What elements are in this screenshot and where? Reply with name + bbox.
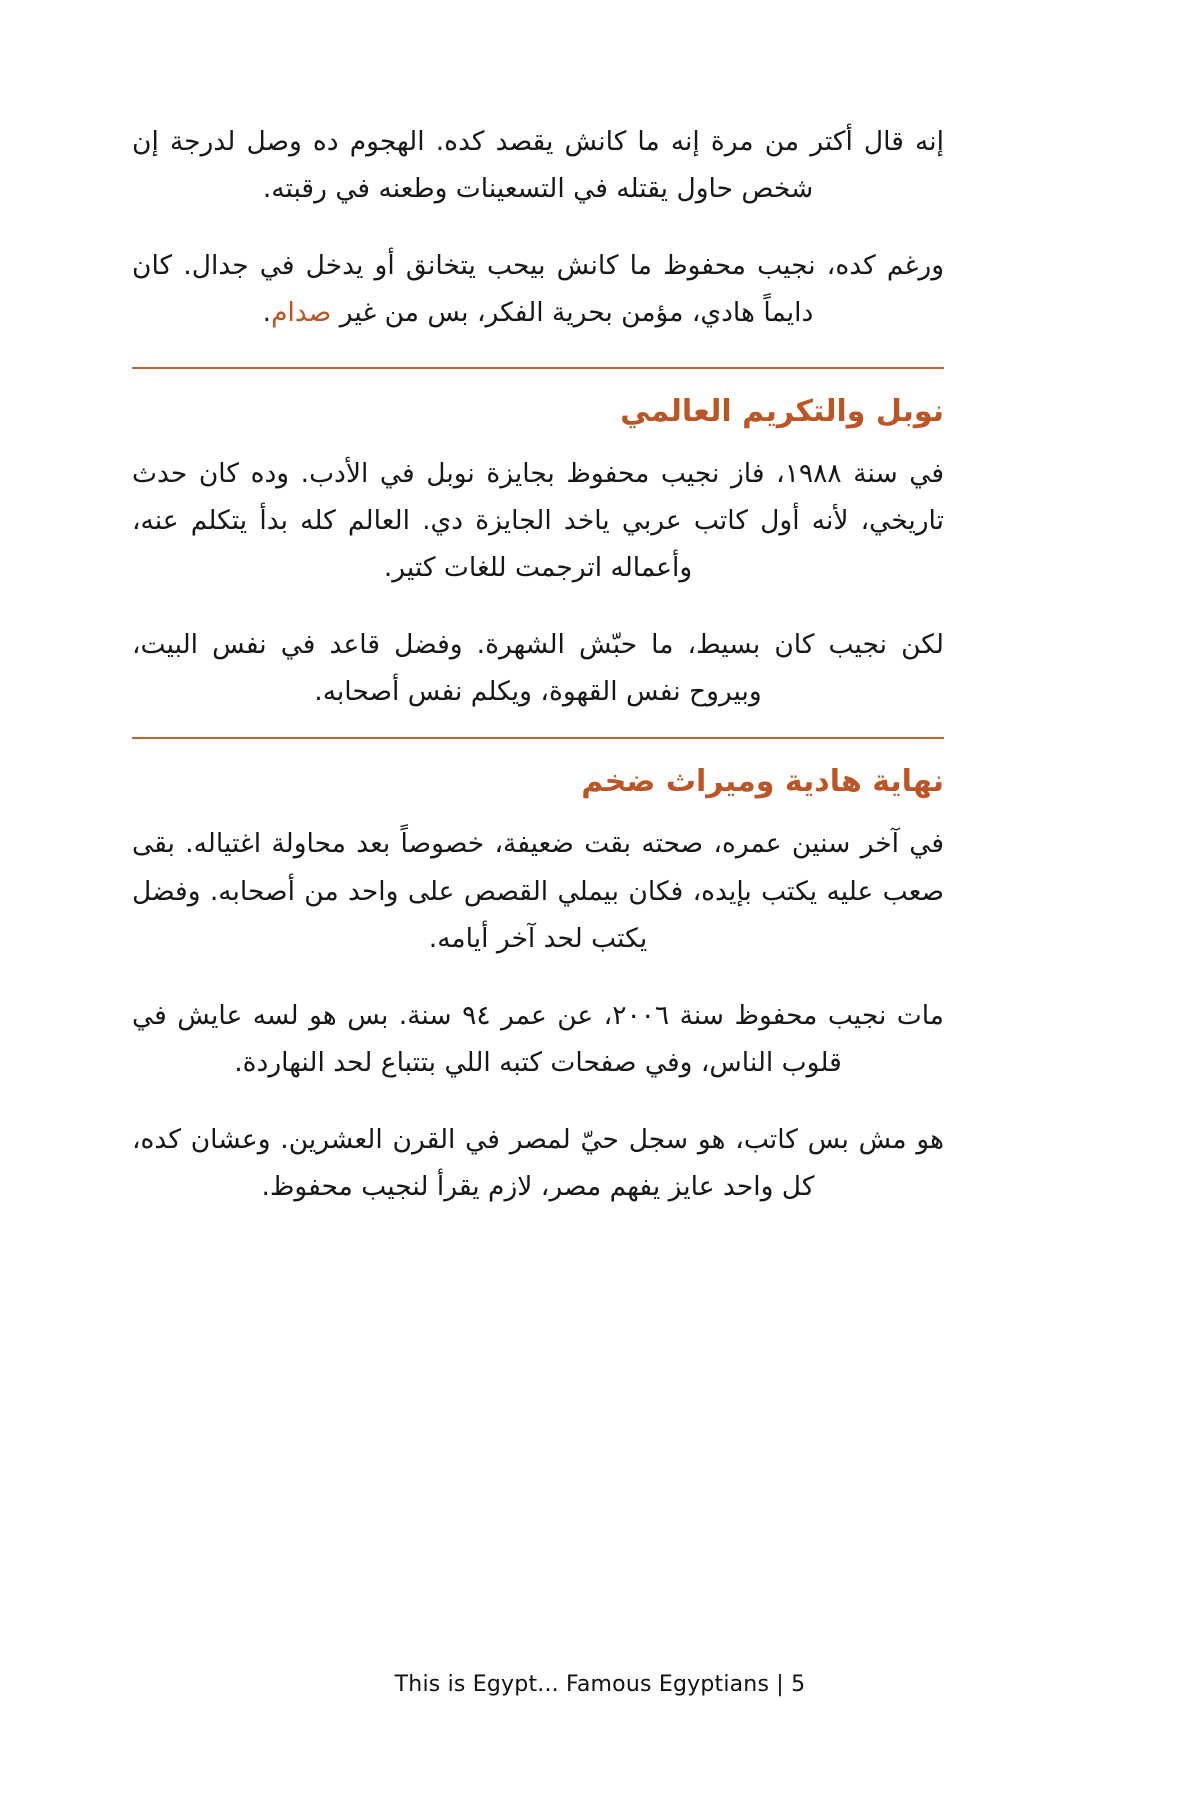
- section-divider-rule: [132, 367, 944, 369]
- section-body-legacy: [132, 820, 944, 1210]
- page-footer: [0, 1672, 1200, 1697]
- legacy-paragraph-3: هو مش بس كاتب، هو سجل حيّ لمصر في القرن العشرين. وعشان كده، كل واحد عايز يفهم مصر، لازم يقرأ لنجيب محفوظ.: [132, 1124, 944, 1203]
- nobel-paragraph-1: في سنة ١٩٨٨، فاز نجيب محفوظ بجايزة نوبل في الأدب. وده كان حدث تاريخي، لأنه أول كاتب عربي ياخد الجايزة دي. العالم كله بدأ يتكلم عنه، وأعماله اترجمت للغات كتير.: [132, 457, 945, 583]
- paragraph-2-text-after: .: [262, 297, 272, 329]
- section-heading-legacy: نهاية هادية وميراث ضخم: [581, 764, 944, 800]
- legacy-paragraph-2: مات نجيب محفوظ سنة ٢٠٠٦، عن عمر ٩٤ سنة. بس هو لسه عايش في قلوب الناس، وفي صفحات كتبه اللي بتتباع لحد النهاردة.: [132, 999, 944, 1079]
- section-body-nobel: [132, 450, 944, 716]
- legacy-paragraph-1: في آخر سنين عمره، صحته بقت ضعيفة، خصوصاً بعد محاولة اغتياله. بقى صعب عليه يكتب بإيده، فكان بيملي القصص على واحد من أصحابه. وفضل يكتب لحد آخر أيامه.: [132, 828, 944, 954]
- accent-word-sedam: صدام: [271, 297, 332, 329]
- footer-title-and-page-number: This is Egypt... Famous Egyptians | 5: [394, 1672, 806, 1697]
- nobel-paragraph-2: لكن نجيب كان بسيط، ما حبّش الشهرة. وفضل قاعد في نفس البيت، وبيروح نفس القهوة، ويكلم نفس أصحابه.: [132, 629, 944, 708]
- paragraph-2-text-before: ورغم كده، نجيب محفوظ ما كانش بيحب يتخانق أو يدخل في جدال. كان دايماً هادي، مؤمن بحرية الفكر، بس من غير: [132, 250, 944, 329]
- section-heading-nobel: نوبل والتكريم العالمي: [620, 393, 944, 429]
- intro-paragraph-2: [132, 242, 944, 336]
- section-nobel: [132, 367, 944, 716]
- section-divider-rule: [132, 737, 944, 739]
- page-content: [132, 118, 944, 1211]
- intro-paragraph-1: إنه قال أكتر من مرة إنه ما كانش يقصد كده. الهجوم ده وصل لدرجة إن شخص حاول يقتله في التسعينات وطعنه في رقبته.: [132, 126, 944, 205]
- section-legacy: [132, 737, 944, 1210]
